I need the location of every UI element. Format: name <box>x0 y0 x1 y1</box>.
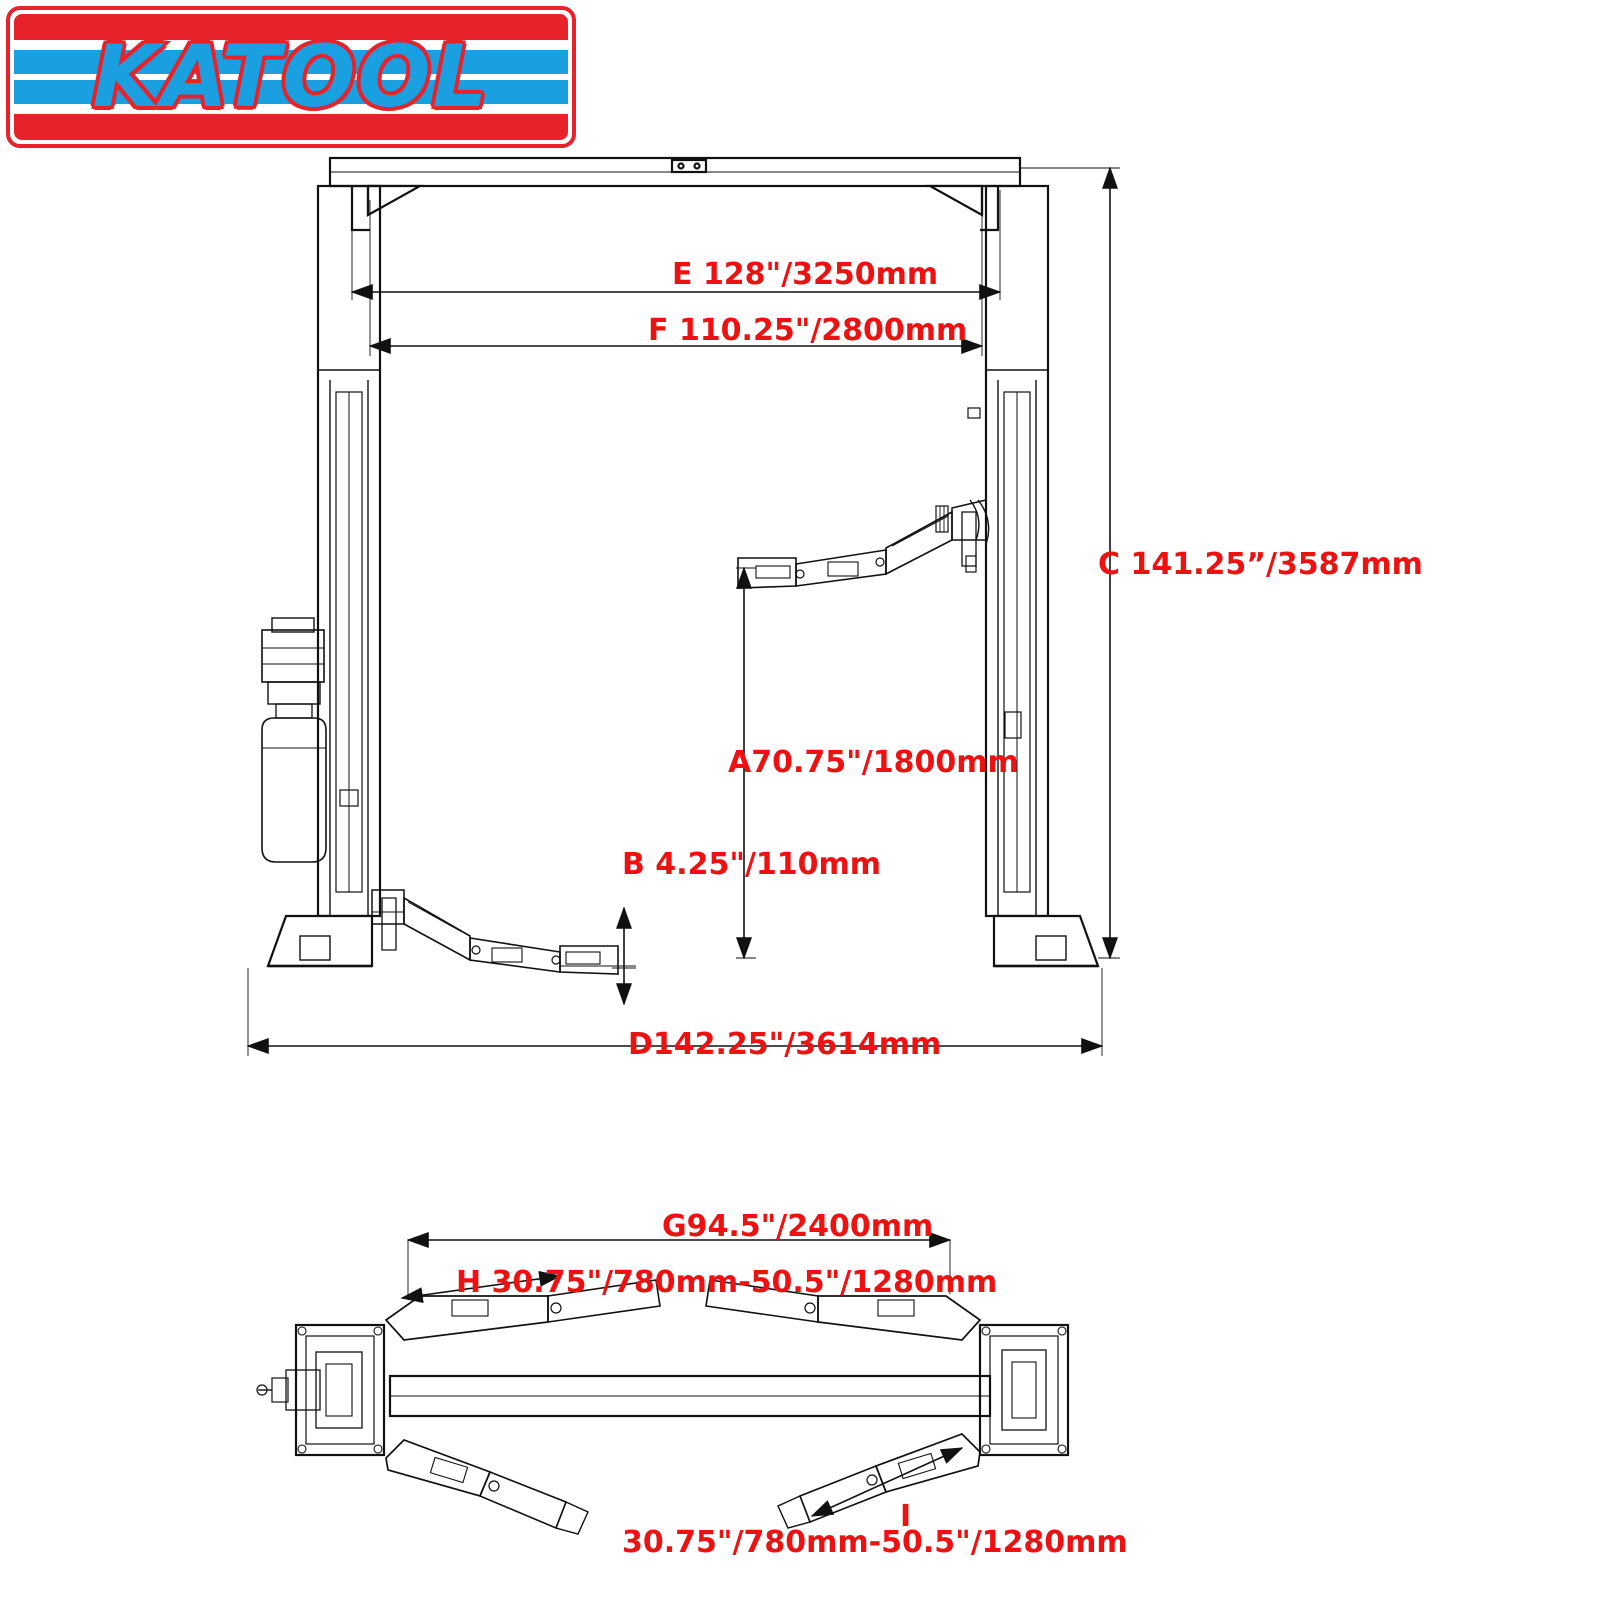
dimension-label-I-value: 30.75"/780mm-50.5"/1280mm <box>622 1525 1128 1560</box>
dimension-label-F: F 110.25"/2800mm <box>648 313 968 348</box>
front-view-dimension-lines <box>248 168 1120 1056</box>
dimension-label-H: H 30.75"/780mm-50.5"/1280mm <box>456 1265 998 1300</box>
dimension-label-B: B 4.25"/110mm <box>622 847 882 882</box>
dimension-label-A: A70.75"/1800mm <box>728 745 1019 780</box>
top-view-geometry <box>257 1280 1068 1534</box>
dimension-label-I: I <box>900 1499 912 1534</box>
dimension-label-G: G94.5"/2400mm <box>662 1209 934 1244</box>
dimension-label-D: D142.25"/3614mm <box>628 1027 942 1062</box>
dimension-label-E: E 128"/3250mm <box>672 257 939 292</box>
dimension-label-C: C 141.25”/3587mm <box>1098 547 1423 582</box>
logo-brand-text: KATOOL <box>92 27 490 127</box>
